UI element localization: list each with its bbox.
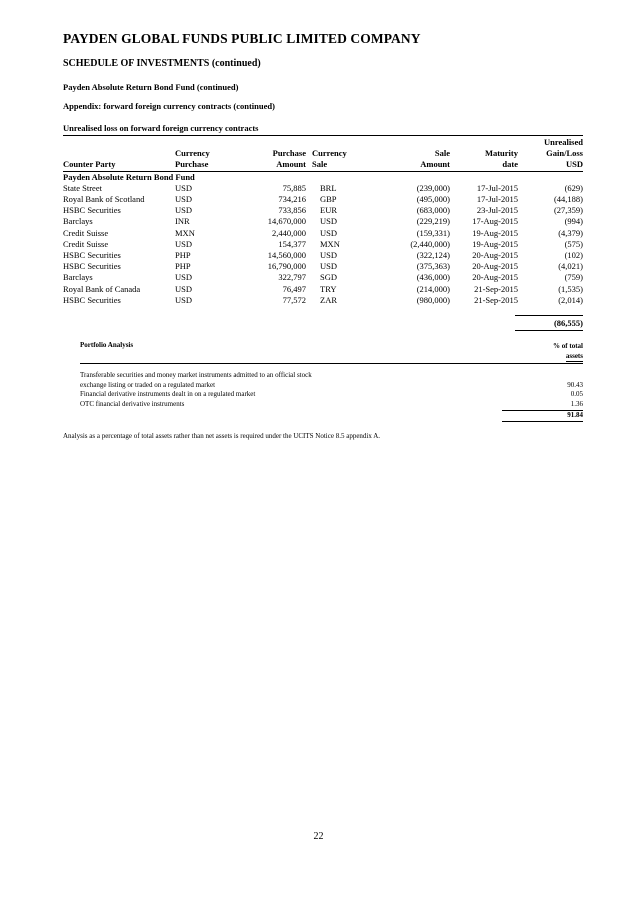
pct-header-2: assets (565, 352, 583, 360)
currency-purchase: PHP (175, 250, 191, 261)
currency-purchase: USD (175, 182, 193, 193)
sale-amount: (375,363) (416, 261, 450, 272)
counter-party: HSBC Securities (63, 205, 121, 216)
col-purchase-amount-2: Amount (276, 159, 306, 170)
table-row (63, 228, 583, 239)
currency-purchase: INR (175, 216, 190, 227)
maturity-date: 21-Sep-2015 (474, 294, 518, 305)
unrealised-gain-loss: (759) (564, 272, 583, 283)
currency-sale: USD (320, 261, 338, 272)
col-currency-sale-2: Sale (312, 159, 328, 170)
maturity-date: 20-Aug-2015 (472, 272, 518, 283)
unrealised-gain-loss: (575) (564, 238, 583, 249)
table-row (63, 250, 583, 261)
table-row (63, 239, 583, 250)
currency-sale: TRY (320, 283, 337, 294)
contracts-table-body (63, 171, 583, 306)
col-currency-sale-1: Currency (312, 148, 347, 159)
portfolio-label: Financial derivative instruments dealt in on a regulated market (80, 390, 256, 399)
portfolio-label: Transferable securities and money market instruments admitted to an official stock (80, 371, 312, 379)
fund-title: Payden Absolute Return Bond Fund (continued) (63, 82, 239, 92)
sale-amount: (2,440,000) (410, 238, 450, 249)
col-unrealised-2: Gain/Loss (546, 148, 583, 159)
maturity-date: 23-Jul-2015 (476, 205, 518, 216)
portfolio-value: 1.36 (570, 399, 583, 408)
company-title: PAYDEN GLOBAL FUNDS PUBLIC LIMITED COMPANY (63, 31, 421, 46)
currency-sale: EUR (320, 205, 337, 216)
fund-group-label: Payden Absolute Return Bond Fund (63, 171, 195, 182)
portfolio-table (80, 371, 583, 409)
col-counter-party: Counter Party (63, 159, 116, 170)
maturity-date: 17-Aug-2015 (472, 216, 518, 227)
table-row (63, 272, 583, 283)
schedule-title: SCHEDULE OF INVESTMENTS (continued) (63, 58, 261, 69)
currency-purchase: USD (175, 283, 193, 294)
col-sale-amount-1: Sale (434, 148, 450, 159)
currency-purchase: USD (175, 272, 193, 283)
col-maturity-1: Maturity (484, 148, 518, 159)
unrealised-gain-loss: (44,188) (553, 194, 583, 205)
counter-party: Barclays (63, 216, 93, 227)
maturity-date: 19-Aug-2015 (472, 238, 518, 249)
maturity-date: 21-Sep-2015 (474, 283, 518, 294)
portfolio-analysis-header (500, 341, 583, 362)
pct-header-1: % of total (553, 342, 583, 350)
maturity-date: 20-Aug-2015 (472, 261, 518, 272)
purchase-amount: 14,670,000 (267, 216, 306, 227)
maturity-date: 20-Aug-2015 (472, 250, 518, 261)
sale-amount: (214,000) (416, 283, 450, 294)
total-rule-bottom (515, 330, 583, 331)
maturity-date: 17-Jul-2015 (476, 182, 518, 193)
portfolio-label: OTC financial derivative instruments (80, 399, 185, 408)
table-row (63, 295, 583, 306)
counter-party: HSBC Securities (63, 294, 121, 305)
unrealised-gain-loss: (102) (564, 250, 583, 261)
counter-party: Barclays (63, 272, 93, 283)
currency-purchase: USD (175, 294, 193, 305)
purchase-amount: 77,572 (282, 294, 306, 305)
currency-sale: MXN (320, 238, 340, 249)
unrealised-total: (86,555) (553, 318, 583, 328)
portfolio-total-rule-bottom (502, 421, 583, 422)
list-item (80, 381, 583, 391)
list-item (80, 390, 583, 400)
counter-party: State Street (63, 182, 102, 193)
currency-purchase: PHP (175, 261, 191, 272)
portfolio-rule (80, 363, 583, 364)
currency-purchase: USD (175, 238, 193, 249)
portfolio-table-body (80, 371, 583, 409)
portfolio-analysis-title: Portfolio Analysis (80, 341, 134, 349)
currency-sale: USD (320, 250, 338, 261)
currency-sale: SGD (320, 272, 338, 283)
table-row (63, 194, 583, 205)
table-row (63, 284, 583, 295)
currency-purchase: USD (175, 205, 193, 216)
col-unrealised-1: Unrealised (543, 137, 583, 147)
counter-party: Royal Bank of Canada (63, 283, 141, 294)
purchase-amount: 733,856 (278, 205, 306, 216)
unrealised-gain-loss: (4,021) (558, 261, 583, 272)
unrealised-gain-loss: (27,359) (553, 205, 583, 216)
sale-amount: (239,000) (416, 182, 450, 193)
maturity-date: 17-Jul-2015 (476, 194, 518, 205)
total-rule-top (515, 315, 583, 316)
section-title: Unrealised loss on forward foreign currency contracts (63, 123, 259, 133)
sale-amount: (229,219) (416, 216, 450, 227)
table-row (63, 261, 583, 272)
page-number: 22 (313, 831, 324, 842)
purchase-amount: 734,216 (278, 194, 306, 205)
col-purchase-amount-1: Purchase (272, 148, 306, 159)
counter-party: HSBC Securities (63, 261, 121, 272)
section-rule (63, 135, 583, 136)
maturity-date: 19-Aug-2015 (472, 227, 518, 238)
purchase-amount: 16,790,000 (267, 261, 306, 272)
currency-sale: GBP (320, 194, 337, 205)
unrealised-gain-loss: (994) (564, 216, 583, 227)
purchase-amount: 14,560,000 (267, 250, 306, 261)
portfolio-label: exchange listing or traded on a regulated market (80, 380, 216, 389)
counter-party: Royal Bank of Scotland (63, 194, 145, 205)
currency-purchase: MXN (175, 227, 195, 238)
col-unrealised-3: USD (565, 159, 583, 170)
portfolio-value (500, 371, 583, 381)
col-maturity-2: date (502, 159, 518, 170)
col-currency-purchase-2: Purchase (175, 159, 209, 170)
portfolio-total: 91.84 (567, 411, 583, 419)
currency-sale: USD (320, 216, 338, 227)
currency-purchase: USD (175, 194, 193, 205)
unrealised-gain-loss: (1,535) (558, 283, 583, 294)
appendix-title: Appendix: forward foreign currency contracts (continued) (63, 101, 275, 111)
purchase-amount: 76,497 (282, 283, 306, 294)
sale-amount: (683,000) (416, 205, 450, 216)
table-row (63, 205, 583, 216)
purchase-amount: 75,885 (282, 182, 306, 193)
purchase-amount: 2,440,000 (272, 227, 306, 238)
currency-sale: BRL (320, 182, 337, 193)
col-currency-purchase-1: Currency (175, 148, 210, 159)
unrealised-gain-loss: (4,379) (558, 227, 583, 238)
sale-amount: (980,000) (416, 294, 450, 305)
contracts-table-header (63, 137, 583, 171)
unrealised-gain-loss: (2,014) (558, 294, 583, 305)
unrealised-gain-loss: (629) (564, 182, 583, 193)
footnote: Analysis as a percentage of total assets rather than net assets is required under the UCITS Notice 8.5 appendix A. (63, 432, 381, 440)
list-item (80, 400, 583, 410)
portfolio-value: 90.43 (567, 380, 583, 389)
sale-amount: (159,331) (416, 227, 450, 238)
counter-party: HSBC Securities (63, 250, 121, 261)
col-sale-amount-2: Amount (420, 159, 450, 170)
contracts-table (63, 137, 583, 306)
list-item (80, 371, 583, 381)
portfolio-value: 0.05 (570, 390, 583, 399)
sale-amount: (322,124) (416, 250, 450, 261)
currency-sale: USD (320, 227, 338, 238)
sale-amount: (495,000) (416, 194, 450, 205)
sale-amount: (436,000) (416, 272, 450, 283)
purchase-amount: 154,377 (278, 238, 306, 249)
currency-sale: ZAR (320, 294, 337, 305)
counter-party: Credit Suisse (63, 238, 109, 249)
purchase-amount: 322,797 (278, 272, 306, 283)
counter-party: Credit Suisse (63, 227, 109, 238)
table-row (63, 183, 583, 194)
table-row (63, 216, 583, 227)
